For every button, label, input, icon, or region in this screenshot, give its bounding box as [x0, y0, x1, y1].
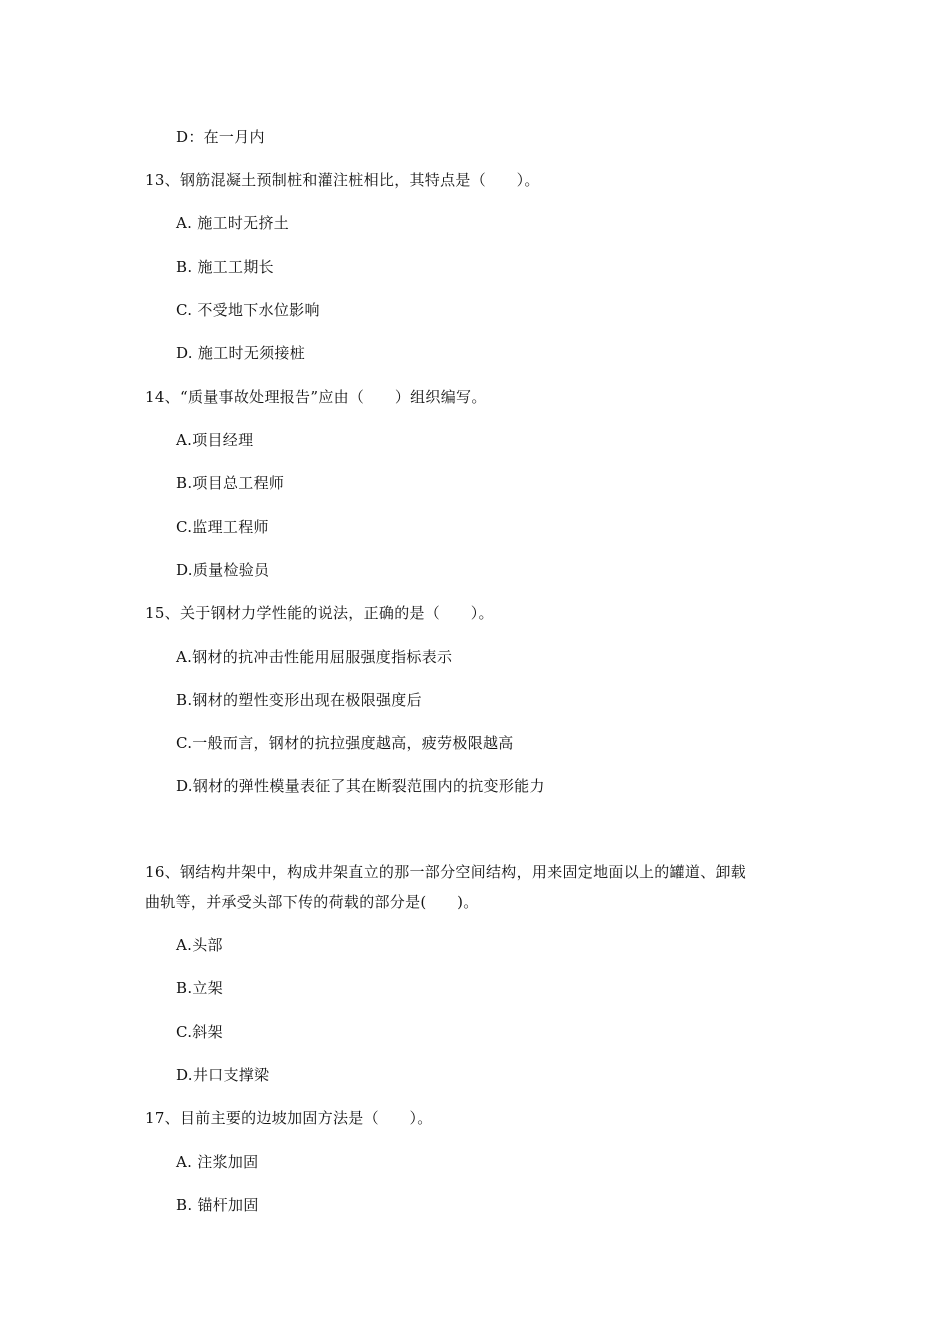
- q15-option-b: B.钢材的塑性变形出现在极限强度后: [176, 691, 422, 709]
- q15-option-a: A.钢材的抗冲击性能用屈服强度指标表示: [176, 648, 453, 666]
- question-17: 17、目前主要的边坡加固方法是（ ）。: [145, 1109, 433, 1127]
- q17-option-a: A. 注浆加固: [176, 1153, 259, 1171]
- q13-option-d: D. 施工时无须接桩: [176, 344, 306, 362]
- q13-option-b: B. 施工工期长: [176, 258, 274, 276]
- question-16-line-2: 曲轨等，并承受头部下传的荷载的部分是( )。: [145, 893, 479, 911]
- question-15: 15、关于钢材力学性能的说法，正确的是（ ）。: [145, 604, 494, 622]
- q14-option-c: C.监理工程师: [176, 518, 269, 536]
- q14-option-b: B.项目总工程师: [176, 474, 285, 492]
- q15-option-d: D.钢材的弹性模量表征了其在断裂范围内的抗变形能力: [176, 777, 545, 795]
- q13-option-a: A. 施工时无挤土: [176, 214, 290, 232]
- q12-option-d: D：在一月内: [176, 128, 265, 146]
- question-14: 14、“质量事故处理报告”应由（ ）组织编写。: [145, 388, 487, 406]
- q14-option-a: A.项目经理: [176, 431, 254, 449]
- q15-option-c: C.一般而言，钢材的抗拉强度越高，疲劳极限越高: [176, 734, 514, 752]
- q13-option-c: C. 不受地下水位影响: [176, 301, 320, 319]
- q16-option-b: B.立架: [176, 979, 223, 997]
- q14-option-d: D.质量检验员: [176, 561, 270, 579]
- q16-option-a: A.头部: [176, 936, 223, 954]
- question-16-line-1: 16、钢结构井架中，构成井架直立的那一部分空间结构，用来固定地面以上的罐道、卸载: [145, 863, 747, 881]
- q16-option-d: D.井口支撑梁: [176, 1066, 270, 1084]
- q17-option-b: B. 锚杆加固: [176, 1196, 259, 1214]
- q16-option-c: C.斜架: [176, 1023, 223, 1041]
- question-13: 13、钢筋混凝土预制桩和灌注桩相比，其特点是（ ）。: [145, 171, 540, 189]
